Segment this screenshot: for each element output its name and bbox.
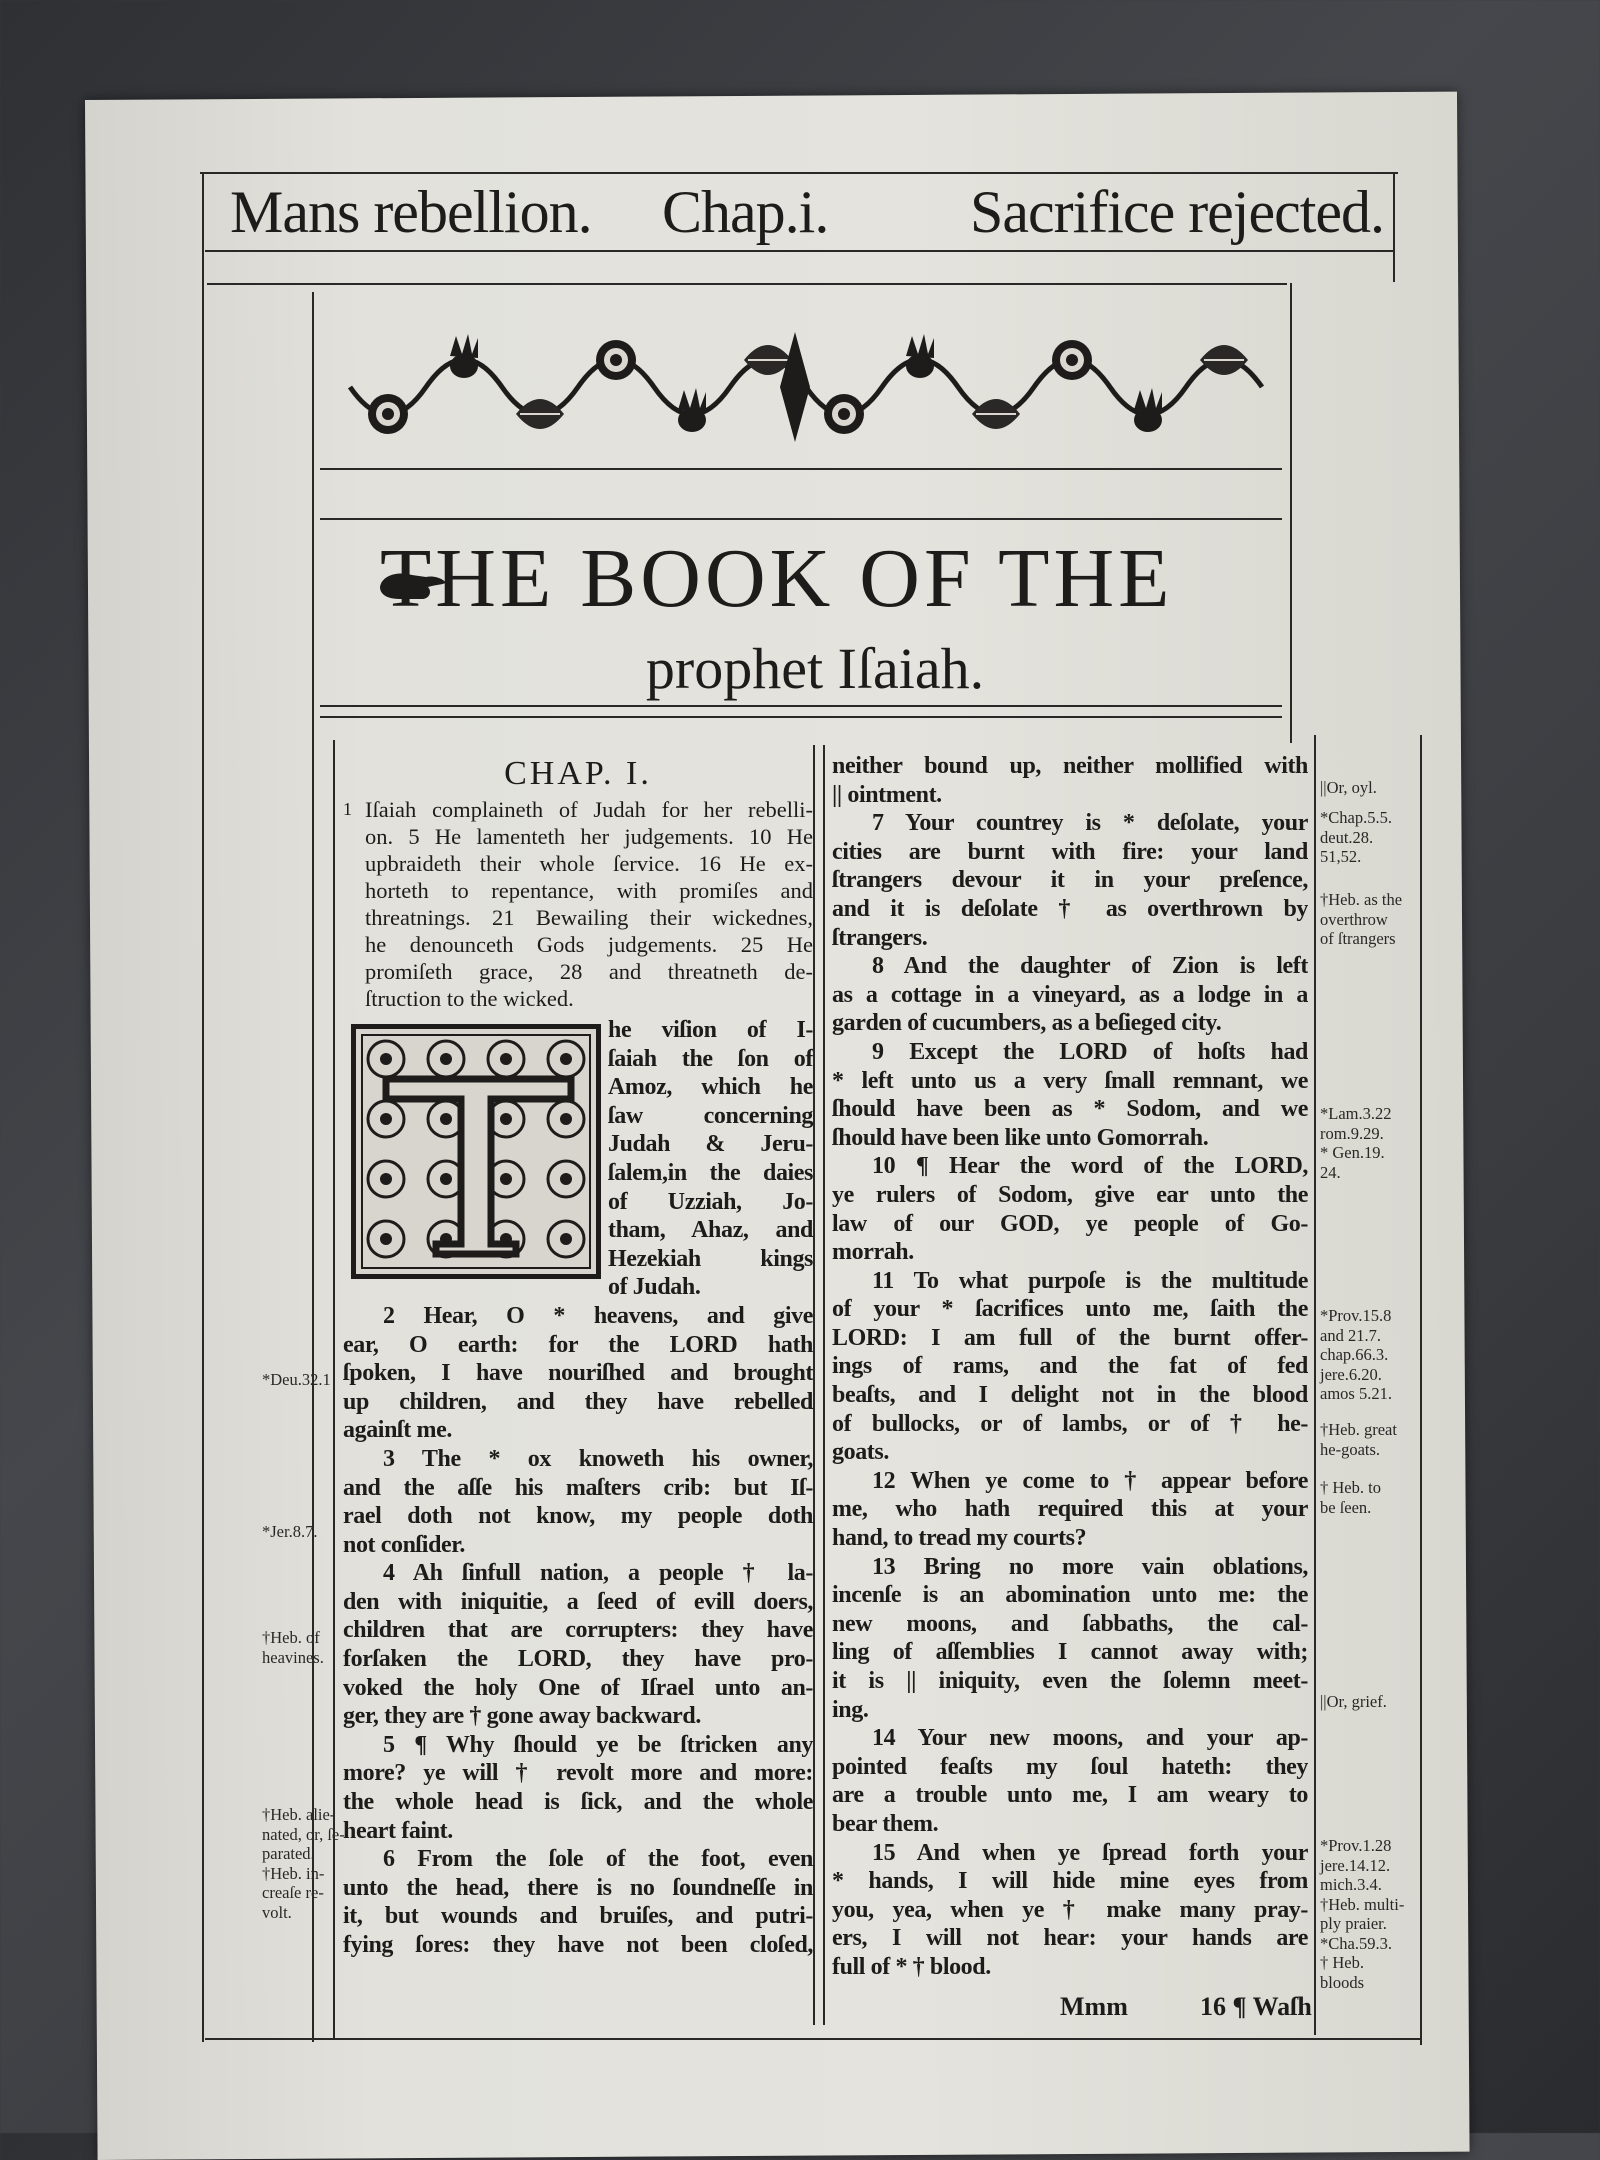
summary-number: 1: [343, 799, 352, 819]
margin-note-line: * Gen.19.: [1320, 1143, 1385, 1162]
fleur-de-lis-motif: [780, 332, 810, 442]
chapter-summary: [343, 796, 813, 1012]
verse-line: full of * † blood.: [832, 1953, 991, 1980]
leaf-motif: [972, 399, 1020, 429]
margin-note-line: chap.66.3.: [1320, 1345, 1389, 1364]
verse-line: morrah.: [832, 1239, 914, 1266]
verse-line: LORD: I am full of the burnt offer-: [832, 1324, 1308, 1351]
frame-rule: [207, 283, 1287, 285]
thistle-motif: [678, 388, 706, 432]
scroll-ornament: [440, 1173, 452, 1185]
book-subtitle: prophet Iſaiah.: [645, 636, 985, 701]
scroll-ornament: [380, 1233, 392, 1245]
frame-rule: [1393, 172, 1395, 282]
margin-note-line: overthrow: [1320, 909, 1388, 929]
verse-line: 2 Hear, O * heavens, and give: [383, 1302, 813, 1329]
margin-note-line: *Chap.5.5.: [1320, 808, 1392, 827]
margin-note-line: 24.: [1320, 1162, 1341, 1182]
margin-note-line: deut.28.: [1320, 827, 1374, 847]
verse-line: 10 ¶ Hear the word of the LORD,: [872, 1153, 1308, 1180]
verse-line: incenſe is an abomination unto me: the: [832, 1582, 1308, 1609]
scroll-ornament: [380, 1173, 392, 1185]
verse-line: children that are corrupters: they have: [343, 1617, 813, 1644]
verse-line: 9 Except the LORD of hoſts had: [872, 1038, 1308, 1065]
verse-line: || ointment.: [832, 781, 942, 808]
verse-1: [343, 1016, 813, 1302]
verse-line: ger, they are † gone away backward.: [343, 1703, 701, 1730]
verse-line: ſaiah the ſon of: [608, 1045, 813, 1072]
verse-line: ſtrangers.: [832, 924, 928, 951]
verse-line: as a cottage in a vineyard, as a lodge in a: [832, 981, 1308, 1008]
leaf-motif: [1200, 345, 1248, 375]
verse-line: 3 The * ox knoweth his owner,: [383, 1445, 813, 1472]
chapter-heading: CHAP. I.: [504, 755, 652, 792]
verse-line: me, who hath required this at your: [832, 1496, 1308, 1523]
margin-note: [262, 1805, 345, 1922]
running-head-left: Mans rebellion.: [230, 179, 592, 245]
frame-rule: [1420, 735, 1422, 2045]
verse-line: 8 And the daughter of Zion is left: [872, 953, 1308, 980]
frame-rule: [823, 745, 825, 2025]
margin-note-line: nated, or, ſe-: [262, 1824, 345, 1844]
verse-line: more? ye will † revolt more and more:: [343, 1760, 813, 1787]
scroll-ornament: [560, 1053, 572, 1065]
decorated-initial-t: [351, 1024, 601, 1279]
margin-note-line: *Prov.1.28: [1320, 1836, 1392, 1855]
verse-line: ye rulers of Sodom, give ear unto the: [832, 1181, 1308, 1208]
margin-note-line: *Lam.3.22: [1320, 1104, 1392, 1123]
margin-note-line: *Deu.32.1: [262, 1370, 331, 1389]
margin-note-line: creaſe re-: [262, 1883, 324, 1902]
frame-rule: [205, 2038, 1421, 2040]
book-title: THE BOOK OF THE: [380, 532, 1174, 625]
verse-line: 13 Bring no more vain oblations,: [872, 1553, 1308, 1580]
verse-line: forſaken the LORD, they have pro-: [343, 1646, 813, 1673]
scroll-ornament: [380, 1053, 392, 1065]
verse-line: * left unto us a very ſmall remnant, we: [832, 1067, 1308, 1094]
margin-note-line: †Heb. of: [262, 1628, 320, 1647]
margin-note-line: he-goats.: [1320, 1439, 1381, 1459]
margin-note: [1320, 1104, 1392, 1182]
thistle-motif: [1134, 388, 1162, 432]
verse-line: garden of cucumbers, as a beſieged city.: [832, 1010, 1222, 1037]
margin-note: [1320, 778, 1377, 798]
verse-line: Judah & Jeru-: [608, 1131, 813, 1158]
verse-line: rael doth not know, my people doth: [343, 1503, 813, 1530]
margin-note-line: †Heb. multi-: [1320, 1894, 1405, 1914]
verse-line: not conſider.: [343, 1531, 465, 1558]
margin-note-line: jere.6.20.: [1320, 1364, 1382, 1384]
signature-mark: Mmm: [1060, 1992, 1128, 2021]
verse-line: he viſion of I-: [608, 1017, 813, 1043]
margin-note-line: ||Or, oyl.: [1320, 778, 1377, 797]
margin-note-line: mich.3.4.: [1320, 1875, 1382, 1894]
verse-line: voked the holy One of Iſrael unto an-: [343, 1674, 813, 1701]
frame-rule: [200, 172, 1398, 174]
verse-line: of bullocks, or of lambs, or of † he-: [832, 1410, 1308, 1437]
verse-line: 7 Your countrey is * deſolate, your: [872, 810, 1308, 837]
margin-note-line: parated.: [262, 1844, 315, 1863]
verse-line: ling of aſſemblies I cannot away with;: [832, 1639, 1308, 1666]
margin-note: [262, 1522, 317, 1542]
margin-note-line: volt.: [262, 1902, 292, 1922]
verse-line: ſhould have been like unto Gomorrah.: [832, 1124, 1209, 1151]
margin-note-line: *Prov.15.8: [1320, 1306, 1392, 1325]
running-head-chapter: Chap.i.: [662, 179, 829, 245]
verse-line: againſt me.: [343, 1417, 452, 1444]
margin-note-line: *Jer.8.7.: [262, 1522, 318, 1541]
verse-line: are a trouble unto me, I am weary to: [832, 1782, 1308, 1809]
margin-note-line: amos 5.21.: [1320, 1384, 1392, 1403]
summary-line: 1 Iſaiah complaineth of Judah for her rebelli-: [343, 797, 813, 822]
margin-note-line: ply praier.: [1320, 1914, 1387, 1933]
margin-note-line: jere.14.12.: [1320, 1855, 1391, 1875]
verse-line: ſaw concerning: [608, 1102, 813, 1129]
frame-rule: [312, 292, 314, 2042]
margin-note-line: of ſtrangers: [1320, 929, 1396, 948]
right-text-column: [832, 752, 1308, 1982]
thistle-motif: [450, 334, 478, 378]
margin-note-line: be ſeen.: [1320, 1497, 1372, 1517]
verse-line: ing.: [832, 1696, 869, 1723]
verse-line: tham, Ahaz, and: [608, 1217, 813, 1244]
margin-note-line: †Heb. in-: [262, 1863, 325, 1883]
running-head-right: Sacrifice rejected.: [970, 179, 1385, 245]
verse-line: Hezekiah kings: [608, 1245, 813, 1272]
scroll-ornament: [440, 1053, 452, 1065]
scroll-ornament: [560, 1113, 572, 1125]
left-text-column: [343, 752, 813, 1960]
frame-rule: [320, 468, 1282, 470]
verse-line: ſhould have been as * Sodom, and we: [832, 1096, 1308, 1123]
verse-line: 11 To what purpoſe is the multitude: [872, 1267, 1308, 1294]
verse-line: bear them.: [832, 1810, 939, 1837]
scroll-ornament: [560, 1233, 572, 1245]
verse-line: heart faint.: [343, 1817, 453, 1844]
summary-line: threatnings. 21 Bewailing their wickednes,: [365, 905, 813, 930]
summary-line: ſtruction to the wicked.: [365, 986, 574, 1011]
verse-line: goats.: [832, 1439, 889, 1466]
verse-line: hand, to tread my courts?: [832, 1525, 1087, 1552]
frame-rule: [205, 250, 1395, 252]
margin-note: [1320, 1478, 1381, 1517]
verse-line: ſpoken, I have nouriſhed and brought: [343, 1360, 813, 1387]
verse-line: cities are burnt with fire: your land: [832, 838, 1308, 865]
scroll-ornament: [560, 1173, 572, 1185]
rose-motif: [368, 394, 408, 434]
frame-rule: [202, 172, 204, 2042]
margin-note: [1320, 1836, 1404, 1992]
verse-line: up children, and they have rebelled: [343, 1388, 813, 1415]
verse-line: beaſts, and I delight not in the blood: [832, 1382, 1308, 1409]
verse-line: ings of rams, and the fat of fed: [832, 1353, 1308, 1380]
verse-line: new moons, and ſabbaths, the cal-: [832, 1610, 1308, 1637]
verse-line: 15 And when ye ſpread forth your: [872, 1839, 1308, 1866]
verse-line: fying ſores: they have not been cloſed,: [343, 1932, 813, 1958]
verse-line: it is || iniquity, even the ſolemn meet-: [832, 1668, 1308, 1694]
scroll-ornament: [500, 1053, 512, 1065]
margin-note-line: 51,52.: [1320, 847, 1362, 866]
summary-line: promiſeth grace, 28 and threatneth de-: [365, 959, 813, 984]
scroll-ornament: [380, 1113, 392, 1125]
margin-note-line: and 21.7.: [1320, 1325, 1381, 1345]
margin-note: [262, 1370, 331, 1390]
rose-motif: [1052, 340, 1092, 380]
frame-rule: [320, 705, 1282, 707]
scroll-ornament: [500, 1113, 512, 1125]
verse-line: 6 From the ſole of the foot, even: [383, 1846, 813, 1873]
margin-note-line: †Heb. alie-: [262, 1805, 336, 1824]
scroll-ornament: [500, 1173, 512, 1185]
verse-line: neither bound up, neither mollified with: [832, 753, 1308, 779]
verse-line: pointed feaſts my ſoul hateth: they: [832, 1753, 1308, 1780]
verse-line: the whole head is ſick, and the whole: [343, 1789, 813, 1816]
verse-line: law of our GOD, ye people of Go-: [832, 1210, 1308, 1237]
verse-line: 12 When ye come to † appear before: [872, 1467, 1308, 1494]
margin-note-line: ||Or, grief.: [1320, 1692, 1387, 1711]
verse-line: of Uzziah, Jo-: [608, 1188, 813, 1215]
margin-note: [1320, 808, 1392, 867]
thistle-motif: [906, 334, 934, 378]
summary-line: on. 5 He lamenteth her judgements. 10 He: [365, 824, 813, 849]
margin-note-line: †Heb. as the: [1320, 890, 1403, 909]
verse-line: den with iniquitie, a ſeed of evill doers,: [343, 1588, 813, 1615]
frame-rule: [320, 518, 1282, 520]
margin-note-line: *Cha.59.3.: [1320, 1933, 1392, 1953]
margin-note-line: bloods: [1320, 1972, 1365, 1992]
verse-line: of your * ſacrifices unto me, ſaith the: [832, 1296, 1308, 1323]
verse-line: it, but wounds and bruiſes, and putri-: [343, 1903, 813, 1930]
verse-line: * hands, I will hide mine eyes from: [832, 1868, 1308, 1895]
verse-line: ear, O earth: for the LORD hath: [343, 1331, 813, 1358]
verse-line: Amoz, which he: [608, 1074, 813, 1101]
summary-line: upbraideth their whole ſervice. 16 He ex-: [365, 851, 813, 876]
frame-rule: [813, 745, 815, 2025]
floral-ornament-band: [340, 312, 1265, 462]
verse-line: 4 Ah ſinfull nation, a people † la-: [383, 1560, 813, 1587]
margin-note: [1320, 1420, 1397, 1459]
margin-note: [1320, 890, 1402, 949]
verse-line: you, yea, when ye † make many pray-: [832, 1896, 1308, 1923]
frame-rule: [320, 716, 1282, 718]
rose-motif: [824, 394, 864, 434]
verse-line: of Judah.: [608, 1274, 701, 1301]
verse-line: unto the head, there is no ſoundneſſe in: [343, 1874, 813, 1901]
verse-line: ſtrangers devour it in your preſence,: [832, 867, 1308, 894]
margin-note-line: †Heb. great: [1320, 1420, 1397, 1439]
margin-note-line: rom.9.29.: [1320, 1123, 1384, 1143]
leaf-motif: [516, 399, 564, 429]
verse-line: and the aſſe his maſters crib: but Iſ-: [343, 1474, 813, 1501]
margin-note-line: † Heb.: [1320, 1953, 1364, 1972]
margin-note: [1320, 1306, 1392, 1404]
margin-note-line: heavines.: [262, 1647, 324, 1667]
margin-note-line: † Heb. to: [1320, 1478, 1381, 1497]
verse-line: 14 Your new moons, and your ap-: [872, 1725, 1308, 1752]
summary-line: he denounceth Gods judgements. 25 He: [365, 932, 813, 957]
verse-line: 5 ¶ Why ſhould ye be ſtricken any: [383, 1731, 813, 1758]
verse-line: ſalem,in the daies: [608, 1159, 813, 1186]
verse-line: and it is deſolate † as overthrown by: [832, 895, 1308, 922]
verse-line: ers, I will not hear: your hands are: [832, 1925, 1308, 1952]
scroll-ornament: [440, 1113, 452, 1125]
rose-motif: [596, 340, 636, 380]
margin-note: [1320, 1692, 1387, 1712]
margin-note: [262, 1628, 324, 1667]
summary-line: horteth to repentance, with promiſes and: [365, 878, 813, 903]
catchword: 16 ¶ Waſh: [1200, 1992, 1312, 2021]
frame-rule: [1314, 735, 1316, 2035]
